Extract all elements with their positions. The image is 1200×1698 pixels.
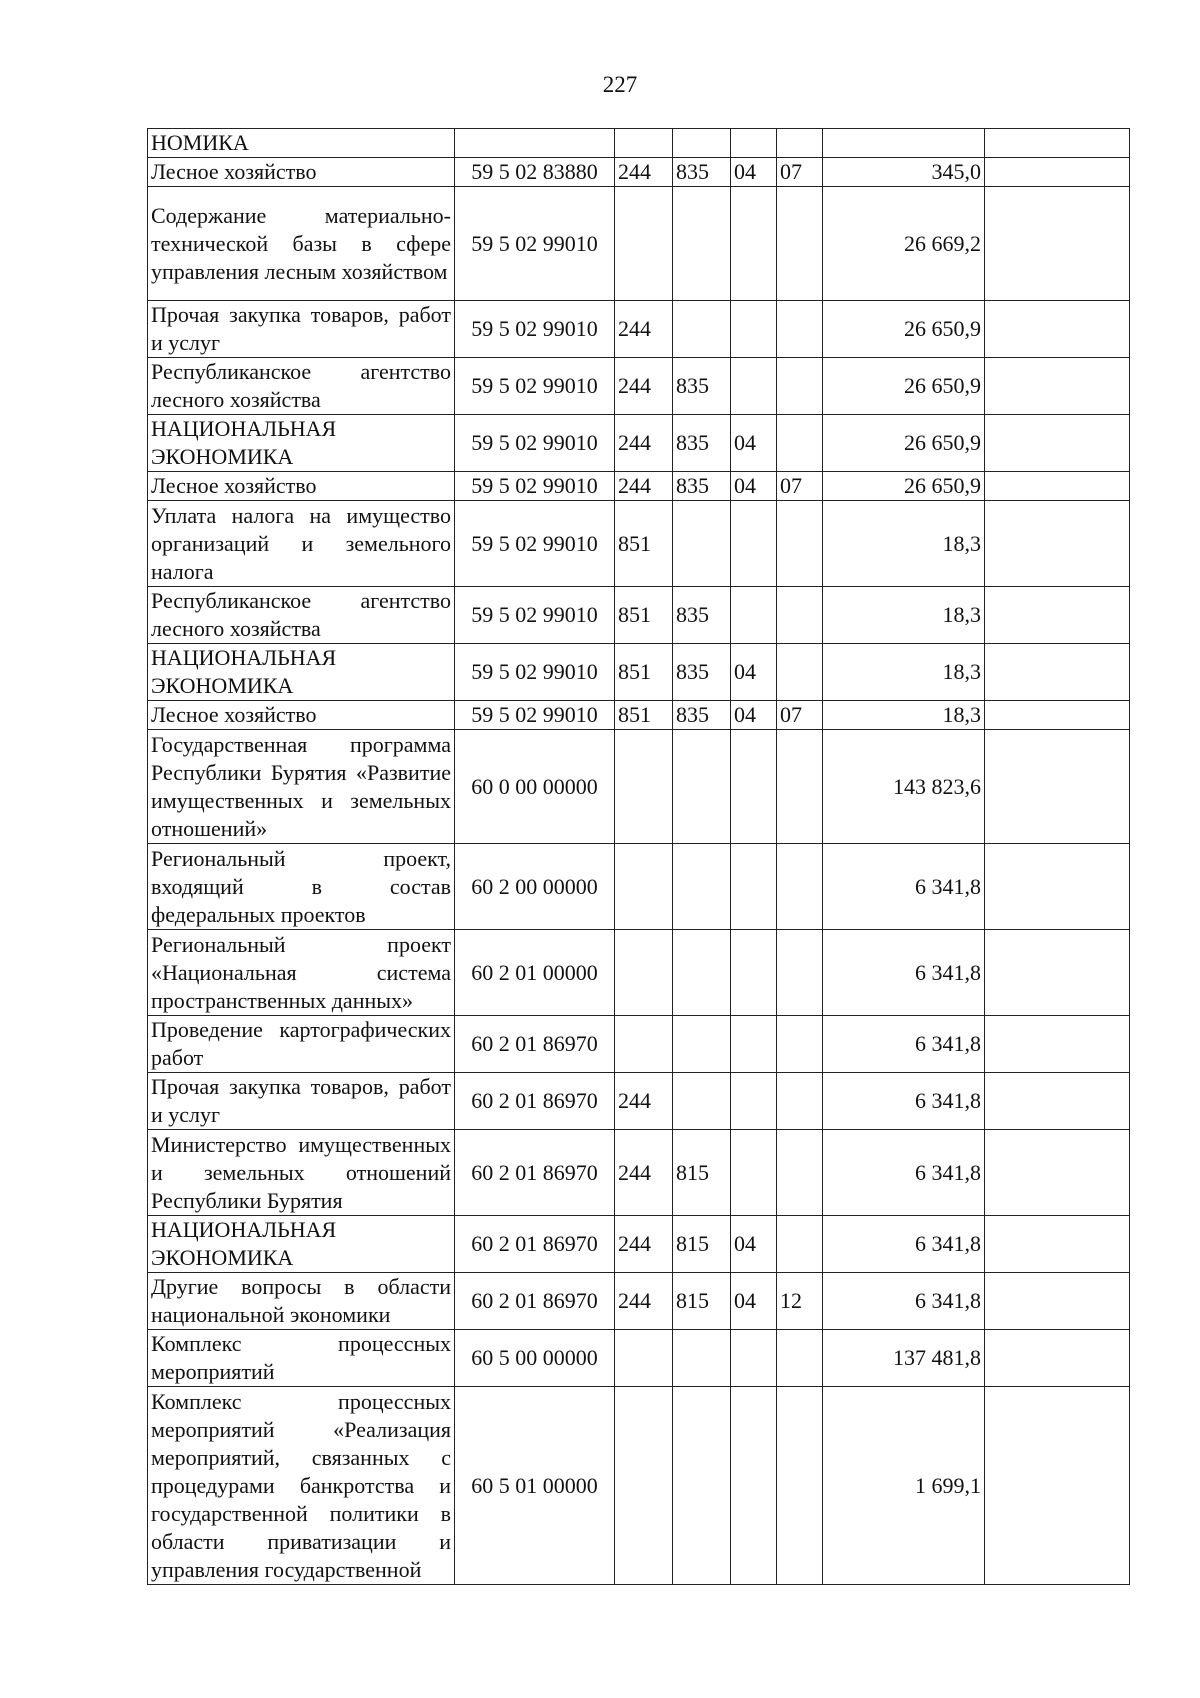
row-name-cell: Лесное хозяйство	[148, 158, 455, 187]
expense-type-cell	[615, 1387, 673, 1585]
amount-cell: 6 341,8	[823, 844, 985, 930]
section-code-cell: 04	[731, 644, 777, 701]
administrator-code-cell: 835	[673, 415, 731, 472]
administrator-code-cell: 815	[673, 1216, 731, 1273]
row-name-cell: Комплекс процессных мероприятий «Реализация мероприятий, связанных с процедурами банкротства и государственной политики в области приватизации и управления государственной	[148, 1387, 455, 1585]
table-row	[148, 358, 1130, 415]
empty-column-cell	[985, 844, 1130, 930]
row-name-cell: НОМИКА	[148, 129, 455, 158]
expense-type-cell: 244	[615, 1273, 673, 1330]
table-row	[148, 644, 1130, 701]
table-row	[148, 301, 1130, 358]
table-row	[148, 844, 1130, 930]
administrator-code-cell	[673, 1387, 731, 1585]
section-code-cell	[731, 501, 777, 587]
target-article-cell: 59 5 02 99010	[455, 358, 615, 415]
amount-cell: 137 481,8	[823, 1330, 985, 1387]
administrator-code-cell: 815	[673, 1273, 731, 1330]
table-row	[148, 472, 1130, 501]
subsection-code-cell	[777, 1073, 823, 1130]
table-row	[148, 587, 1130, 644]
subsection-code-cell	[777, 358, 823, 415]
empty-column-cell	[985, 158, 1130, 187]
table-row	[148, 187, 1130, 301]
target-article-cell: 59 5 02 83880	[455, 158, 615, 187]
table-row	[148, 1273, 1130, 1330]
row-name-cell: Комплекс процессных мероприятий	[148, 1330, 455, 1387]
administrator-code-cell: 815	[673, 1130, 731, 1216]
amount-cell: 6 341,8	[823, 1130, 985, 1216]
subsection-code-cell	[777, 1387, 823, 1585]
empty-column-cell	[985, 1330, 1130, 1387]
subsection-code-cell	[777, 844, 823, 930]
row-name-cell: Республиканское агентство лесного хозяйства	[148, 358, 455, 415]
empty-column-cell	[985, 644, 1130, 701]
section-code-cell: 04	[731, 701, 777, 730]
subsection-code-cell	[777, 644, 823, 701]
empty-column-cell	[985, 587, 1130, 644]
target-article-cell: 59 5 02 99010	[455, 701, 615, 730]
row-name-cell: Министерство имущественных и земельных отношений Республики Бурятия	[148, 1130, 455, 1216]
amount-cell: 345,0	[823, 158, 985, 187]
section-code-cell: 04	[731, 1216, 777, 1273]
row-name-cell: НАЦИОНАЛЬНАЯ ЭКОНОМИКА	[148, 415, 455, 472]
table-row	[148, 501, 1130, 587]
empty-column-cell	[985, 1273, 1130, 1330]
section-code-cell	[731, 1330, 777, 1387]
table-row	[148, 730, 1130, 844]
administrator-code-cell	[673, 1330, 731, 1387]
row-name-cell: Государственная программа Республики Бурятия «Развитие имущественных и земельных отношений»	[148, 730, 455, 844]
section-code-cell: 04	[731, 1273, 777, 1330]
empty-column-cell	[985, 1073, 1130, 1130]
administrator-code-cell: 835	[673, 358, 731, 415]
section-code-cell	[731, 1387, 777, 1585]
expense-type-cell	[615, 730, 673, 844]
expense-type-cell: 851	[615, 701, 673, 730]
subsection-code-cell	[777, 587, 823, 644]
empty-column-cell	[985, 1216, 1130, 1273]
subsection-code-cell	[777, 501, 823, 587]
amount-cell: 18,3	[823, 501, 985, 587]
expense-type-cell: 851	[615, 644, 673, 701]
section-code-cell	[731, 301, 777, 358]
row-name-cell: Уплата налога на имущество организаций и земельного налога	[148, 501, 455, 587]
table-row	[148, 1387, 1130, 1585]
section-code-cell	[731, 730, 777, 844]
subsection-code-cell	[777, 1016, 823, 1073]
row-name-cell: Прочая закупка товаров, работ и услуг	[148, 301, 455, 358]
administrator-code-cell	[673, 844, 731, 930]
subsection-code-cell: 12	[777, 1273, 823, 1330]
table-row	[148, 415, 1130, 472]
subsection-code-cell	[777, 187, 823, 301]
row-name-cell: Проведение картографических работ	[148, 1016, 455, 1073]
target-article-cell: 59 5 02 99010	[455, 301, 615, 358]
expense-type-cell: 244	[615, 301, 673, 358]
subsection-code-cell	[777, 301, 823, 358]
expense-type-cell	[615, 930, 673, 1016]
table-row	[148, 701, 1130, 730]
table-row	[148, 129, 1130, 158]
table-row	[148, 1216, 1130, 1273]
section-code-cell	[731, 1016, 777, 1073]
target-article-cell: 60 5 00 00000	[455, 1330, 615, 1387]
row-name-cell: Содержание материально-технической базы в сфере управления лесным хозяйством	[148, 187, 455, 301]
row-name-cell: Прочая закупка товаров, работ и услуг	[148, 1073, 455, 1130]
amount-cell: 26 650,9	[823, 358, 985, 415]
section-code-cell	[731, 358, 777, 415]
administrator-code-cell: 835	[673, 472, 731, 501]
table-row	[148, 1073, 1130, 1130]
subsection-code-cell	[777, 1330, 823, 1387]
target-article-cell: 60 2 01 86970	[455, 1273, 615, 1330]
expense-type-cell: 851	[615, 501, 673, 587]
subsection-code-cell: 07	[777, 158, 823, 187]
section-code-cell: 04	[731, 415, 777, 472]
target-article-cell: 60 2 01 86970	[455, 1016, 615, 1073]
expense-type-cell: 244	[615, 1073, 673, 1130]
subsection-code-cell	[777, 930, 823, 1016]
empty-column-cell	[985, 701, 1130, 730]
empty-column-cell	[985, 1130, 1130, 1216]
expense-type-cell	[615, 187, 673, 301]
section-code-cell	[731, 587, 777, 644]
table-row	[148, 158, 1130, 187]
expense-type-cell: 851	[615, 587, 673, 644]
row-name-cell: НАЦИОНАЛЬНАЯ ЭКОНОМИКА	[148, 1216, 455, 1273]
budget-table-body	[148, 129, 1130, 1585]
target-article-cell: 60 2 01 86970	[455, 1073, 615, 1130]
empty-column-cell	[985, 1016, 1130, 1073]
amount-cell: 26 650,9	[823, 415, 985, 472]
row-name-cell: НАЦИОНАЛЬНАЯ ЭКОНОМИКА	[148, 644, 455, 701]
administrator-code-cell	[673, 1016, 731, 1073]
expense-type-cell: 244	[615, 1216, 673, 1273]
expense-type-cell: 244	[615, 358, 673, 415]
amount-cell: 143 823,6	[823, 730, 985, 844]
amount-cell: 6 341,8	[823, 1273, 985, 1330]
expense-type-cell: 244	[615, 158, 673, 187]
target-article-cell: 59 5 02 99010	[455, 472, 615, 501]
expense-type-cell	[615, 1016, 673, 1073]
target-article-cell: 59 5 02 99010	[455, 501, 615, 587]
subsection-code-cell	[777, 129, 823, 158]
target-article-cell: 59 5 02 99010	[455, 187, 615, 301]
section-code-cell: 04	[731, 158, 777, 187]
expense-type-cell: 244	[615, 415, 673, 472]
administrator-code-cell: 835	[673, 587, 731, 644]
section-code-cell	[731, 129, 777, 158]
target-article-cell: 60 2 01 00000	[455, 930, 615, 1016]
row-name-cell: Лесное хозяйство	[148, 701, 455, 730]
amount-cell: 6 341,8	[823, 930, 985, 1016]
administrator-code-cell	[673, 129, 731, 158]
expense-type-cell	[615, 129, 673, 158]
empty-column-cell	[985, 129, 1130, 158]
section-code-cell: 04	[731, 472, 777, 501]
subsection-code-cell	[777, 1130, 823, 1216]
administrator-code-cell	[673, 301, 731, 358]
target-article-cell: 60 5 01 00000	[455, 1387, 615, 1585]
target-article-cell: 60 2 01 86970	[455, 1130, 615, 1216]
page-number: 227	[602, 72, 638, 97]
empty-column-cell	[985, 1387, 1130, 1585]
subsection-code-cell: 07	[777, 472, 823, 501]
table-row	[148, 1130, 1130, 1216]
administrator-code-cell	[673, 1073, 731, 1130]
empty-column-cell	[985, 187, 1130, 301]
amount-cell: 26 650,9	[823, 472, 985, 501]
administrator-code-cell: 835	[673, 644, 731, 701]
amount-cell: 18,3	[823, 587, 985, 644]
subsection-code-cell	[777, 1216, 823, 1273]
administrator-code-cell: 835	[673, 158, 731, 187]
table-row	[148, 930, 1130, 1016]
target-article-cell: 59 5 02 99010	[455, 587, 615, 644]
table-row	[148, 1016, 1130, 1073]
empty-column-cell	[985, 930, 1130, 1016]
empty-column-cell	[985, 415, 1130, 472]
empty-column-cell	[985, 301, 1130, 358]
amount-cell	[823, 129, 985, 158]
section-code-cell	[731, 1073, 777, 1130]
amount-cell: 6 341,8	[823, 1016, 985, 1073]
target-article-cell: 60 2 01 86970	[455, 1216, 615, 1273]
amount-cell: 26 669,2	[823, 187, 985, 301]
target-article-cell: 60 2 00 00000	[455, 844, 615, 930]
target-article-cell	[455, 129, 615, 158]
table-row	[148, 1330, 1130, 1387]
row-name-cell: Другие вопросы в области национальной экономики	[148, 1273, 455, 1330]
amount-cell: 6 341,8	[823, 1216, 985, 1273]
row-name-cell: Лесное хозяйство	[148, 472, 455, 501]
target-article-cell: 59 5 02 99010	[455, 415, 615, 472]
expense-type-cell: 244	[615, 1130, 673, 1216]
budget-table	[147, 128, 1130, 1585]
administrator-code-cell: 835	[673, 701, 731, 730]
subsection-code-cell	[777, 415, 823, 472]
subsection-code-cell: 07	[777, 701, 823, 730]
amount-cell: 1 699,1	[823, 1387, 985, 1585]
amount-cell: 18,3	[823, 644, 985, 701]
expense-type-cell	[615, 844, 673, 930]
row-name-cell: Региональный проект «Национальная система пространственных данных»	[148, 930, 455, 1016]
empty-column-cell	[985, 358, 1130, 415]
subsection-code-cell	[777, 730, 823, 844]
section-code-cell	[731, 844, 777, 930]
administrator-code-cell	[673, 187, 731, 301]
target-article-cell: 59 5 02 99010	[455, 644, 615, 701]
administrator-code-cell	[673, 730, 731, 844]
amount-cell: 6 341,8	[823, 1073, 985, 1130]
administrator-code-cell	[673, 930, 731, 1016]
amount-cell: 18,3	[823, 701, 985, 730]
row-name-cell: Региональный проект, входящий в состав федеральных проектов	[148, 844, 455, 930]
expense-type-cell	[615, 1330, 673, 1387]
administrator-code-cell	[673, 501, 731, 587]
target-article-cell: 60 0 00 00000	[455, 730, 615, 844]
section-code-cell	[731, 930, 777, 1016]
row-name-cell: Республиканское агентство лесного хозяйства	[148, 587, 455, 644]
section-code-cell	[731, 187, 777, 301]
amount-cell: 26 650,9	[823, 301, 985, 358]
section-code-cell	[731, 1130, 777, 1216]
empty-column-cell	[985, 472, 1130, 501]
expense-type-cell: 244	[615, 472, 673, 501]
empty-column-cell	[985, 501, 1130, 587]
empty-column-cell	[985, 730, 1130, 844]
